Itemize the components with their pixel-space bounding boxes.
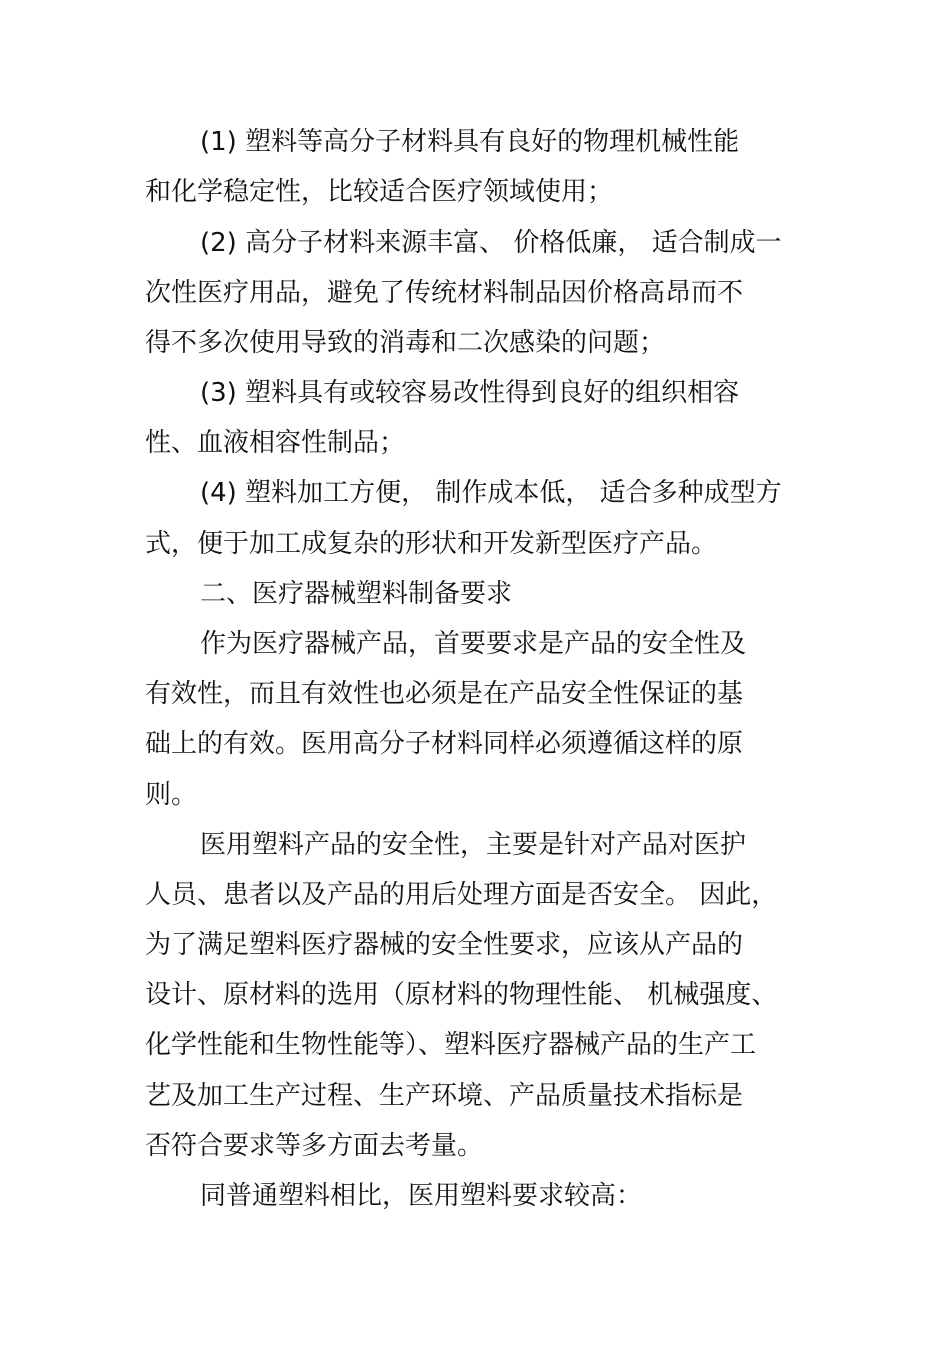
paragraph-line: 化学性能和生物性能等）、塑料医疗器械产品的生产工 <box>145 1030 757 1060</box>
paragraph-line: 则。 <box>145 780 198 810</box>
paragraph-line: 人员、患者以及产品的用后处理方面是否安全。 因此， <box>145 880 778 910</box>
paragraph-line: 同普通塑料相比，医用塑料要求较高： <box>200 1181 643 1211</box>
paragraph-line: 有效性，而且有效性也必须是在产品安全性保证的基 <box>145 679 744 709</box>
paragraph-line: (4) 塑料加工方便， 制作成本低， 适合多种成型方 <box>200 478 782 508</box>
paragraph-line: 为了满足塑料医疗器械的安全性要求，应该从产品的 <box>145 930 744 960</box>
paragraph-line: 否符合要求等多方面去考量。 <box>145 1131 484 1161</box>
paragraph-line: (2) 高分子材料来源丰富、 价格低廉， 适合制成一 <box>200 228 782 258</box>
paragraph-line: 得不多次使用导致的消毒和二次感染的问题； <box>145 328 666 358</box>
paragraph-line: 次性医疗用品，避免了传统材料制品因价格高昂而不 <box>145 278 744 308</box>
paragraph-line: 设计、原材料的选用（原材料的物理性能、 机械强度、 <box>145 980 778 1010</box>
paragraph-line: 艺及加工生产过程、生产环境、产品质量技术指标是 <box>145 1081 744 1111</box>
section-heading: 二、医疗器械塑料制备要求 <box>200 579 513 609</box>
paragraph-line: 性、血液相容性制品； <box>145 428 406 458</box>
paragraph-line: (1) 塑料等高分子材料具有良好的物理机械性能 <box>200 127 740 157</box>
paragraph-line: 作为医疗器械产品，首要要求是产品的安全性及 <box>200 629 747 659</box>
paragraph-line: 和化学稳定性，比较适合医疗领域使用； <box>145 177 614 207</box>
paragraph-line: 式，便于加工成复杂的形状和开发新型医疗产品。 <box>145 529 718 559</box>
paragraph-line: (3) 塑料具有或较容易改性得到良好的组织相容 <box>200 378 740 408</box>
paragraph-line: 础上的有效。医用高分子材料同样必须遵循这样的原 <box>145 729 744 759</box>
paragraph-line: 医用塑料产品的安全性，主要是针对产品对医护 <box>200 830 747 860</box>
